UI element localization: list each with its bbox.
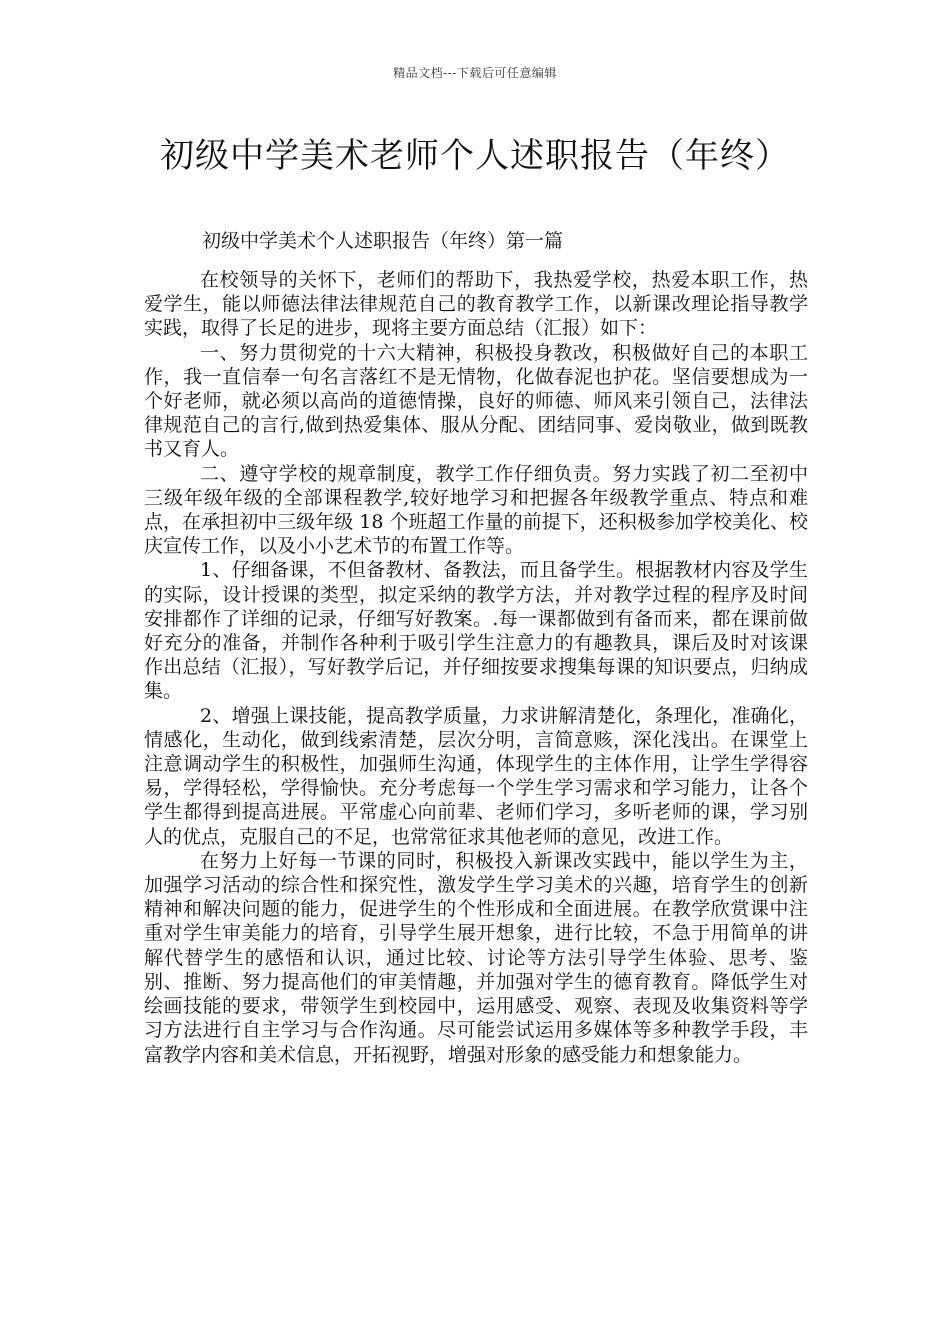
paragraph: 一、努力贯彻党的十六大精神，积极投身教改，积极做好自己的本职工作，我一直信奉一句名言落红不是无情物，化做春泥也护花。坚信要想成为一个好老师，就必须以高尚的道德情操，良好的师德、师风来引领自己，法律法律规范自己的言行,做到热爱集体、服从分配、团结同事、爱岗敬业，做到既教书又育人。 [144, 341, 808, 461]
body-text [144, 268, 808, 1067]
paragraph: 在努力上好每一节课的同时，积极投入新课改实践中，能以学生为主，加强学习活动的综合性和探究性，激发学生学习美术的兴趣，培育学生的创新精神和解决问题的能力，促进学生的个性形成和全面进展。在教学欣赏课中注重对学生审美能力的培育，引导学生展开想象，进行比较，不急于用简单的讲解代替学生的感悟和认识，通过比较、讨论等方法引导学生体验、思考、鉴别、推断、努力提高他们的审美情趣，并加强对学生的德育教育。降低学生对绘画技能的要求，带领学生到校园中，运用感受、观察、表现及收集资料等学习方法进行自主学习与合作沟通。尽可能尝试运用多媒体等多种教学手段，丰富教学内容和美术信息，开拓视野，增强对形象的感受能力和想象能力。 [144, 849, 808, 1066]
paragraph: 在校领导的关怀下，老师们的帮助下，我热爱学校，热爱本职工作，热爱学生，能以师德法律法律规范自己的教育教学工作，以新课改理论指导教学实践，取得了长足的进步，现将主要方面总结（汇报）如下： [144, 269, 808, 340]
section-title: 初级中学美术个人述职报告（年终）第一篇 [202, 230, 564, 252]
header-note: 精品文档---下载后可任意编辑 [393, 66, 557, 80]
paragraph: 二、遵守学校的规章制度，教学工作仔细负责。努力实践了初二至初中三级年级年级的全部课程教学,较好地学习和把握各年级教学重点、特点和难点，在承担初中三级年级 18 个班超工作量的前提下，还积极参加学校美化、校庆宣传工作，以及小小艺术节的布置工作等。 [144, 462, 808, 558]
document-title: 初级中学美术老师个人述职报告（年终） [160, 136, 790, 176]
paragraph: 1、仔细备课，不但备教材、备教法，而且备学生。根据教材内容及学生的实际，设计授课的类型，拟定采纳的教学方法，并对教学过程的程序及时间安排都作了详细的记录，仔细写好教案。.每一课都做到有备而来，都在课前做好充分的准备，并制作各种利于吸引学生注意力的有趣教具，课后及时对该课作出总结（汇报），写好教学后记，并仔细按要求搜集每课的知识要点，归纳成集。 [144, 559, 808, 703]
paragraph: 2、增强上课技能，提高教学质量，力求讲解清楚化，条理化，准确化，情感化，生动化，做到线索清楚，层次分明，言简意赅，深化浅出。在课堂上注意调动学生的积极性，加强师生沟通，体现学生的主体作用，让学生学得容易，学得轻松，学得愉快。充分考虑每一个学生学习需求和学习能力，让各个学生都得到提高进展。平常虚心向前辈、老师们学习，多听老师的课，学习别人的优点，克服自己的不足，也常常征求其他老师的意见，改进工作。 [144, 704, 808, 848]
